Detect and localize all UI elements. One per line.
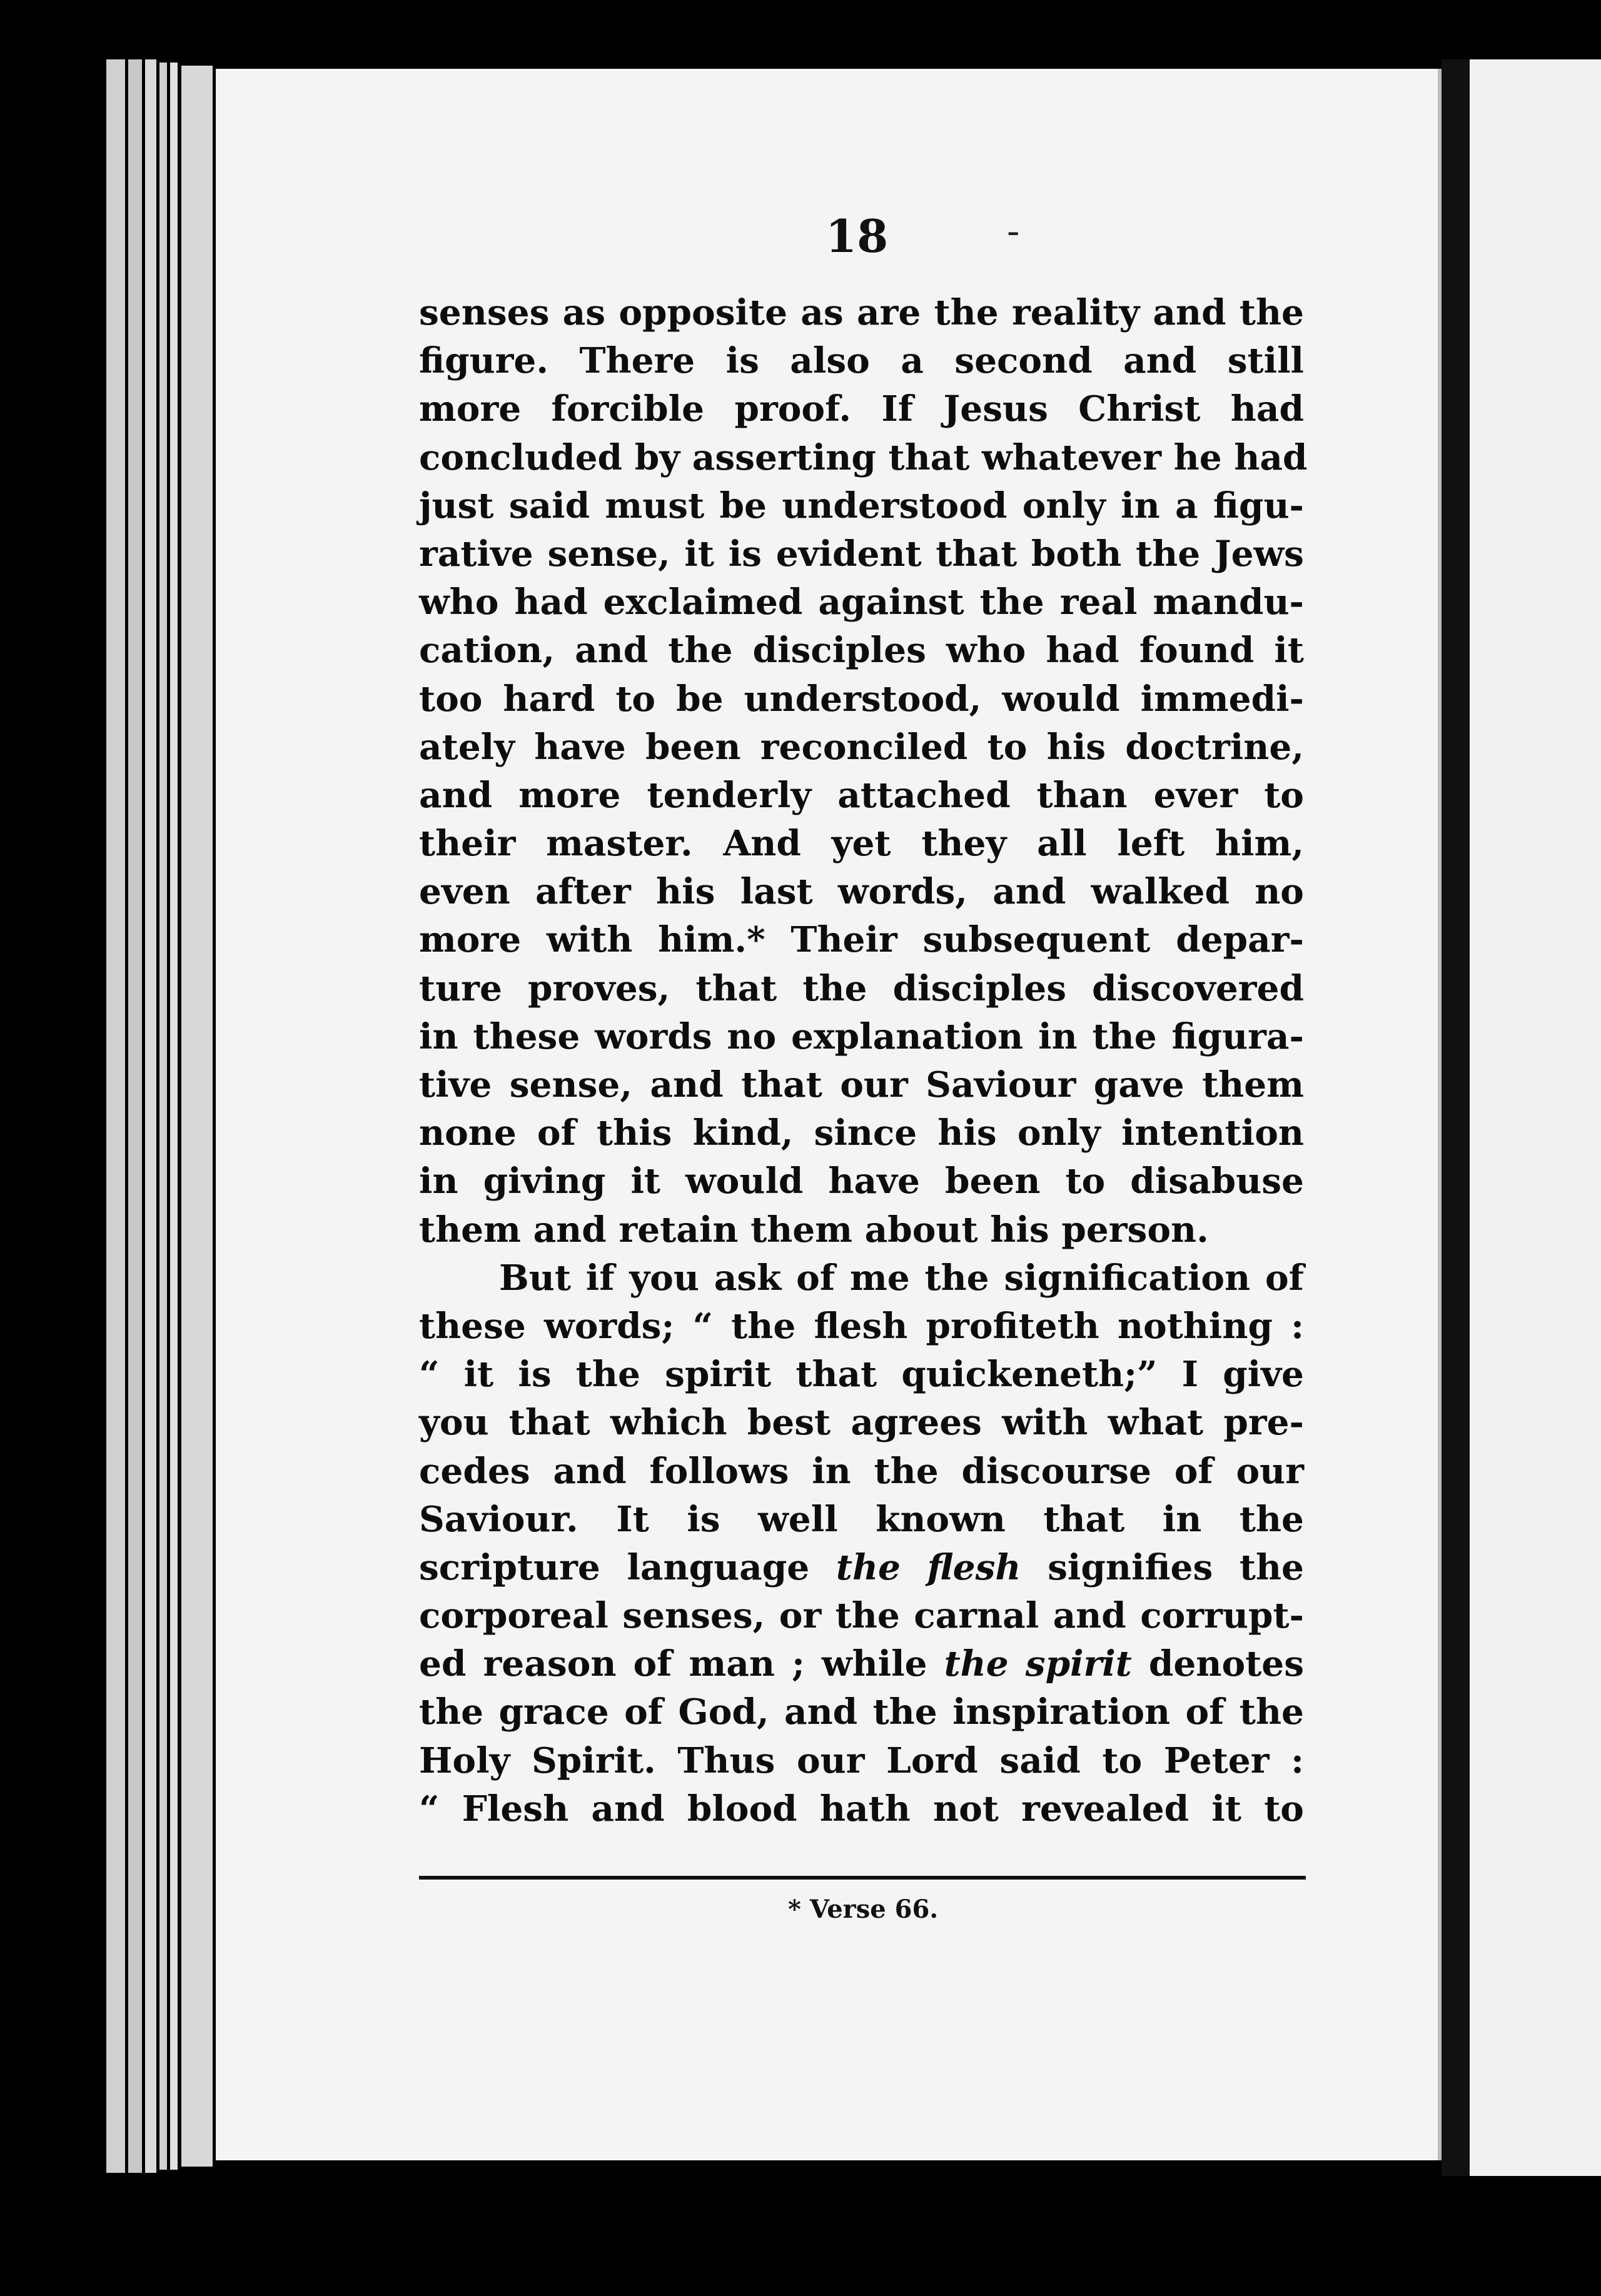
text-line: them and retain them about his person. <box>419 1209 1209 1251</box>
text-line: ately have been reconciled to his doctrine, <box>419 726 1304 768</box>
text-line: none of this kind, since his only intention <box>419 1112 1304 1154</box>
text-line: figure. There is also a second and still <box>419 340 1304 382</box>
page-edge <box>159 63 167 2170</box>
text-segment: scripture language <box>419 1546 836 1588</box>
text-line: in these words no explanation in the figura- <box>419 1015 1304 1057</box>
text-line: the grace of God, and the inspiration of the <box>419 1691 1304 1733</box>
text-segment: signifies the <box>1021 1546 1305 1588</box>
text-line: “ it is the spirit that quickeneth;” I give <box>419 1354 1304 1396</box>
text-line: these words; “ the flesh profiteth nothing : <box>419 1305 1304 1347</box>
text-line <box>419 1640 1304 1688</box>
page-edge <box>170 63 178 2170</box>
italic-phrase: the spirit <box>944 1643 1132 1685</box>
text-line: rative sense, it is evident that both the Jews <box>419 533 1304 575</box>
page-edge <box>128 59 142 2173</box>
text-line <box>419 1544 1304 1592</box>
text-line: their master. And yet they all left him, <box>419 823 1304 865</box>
page-edge <box>106 59 125 2173</box>
page-number: 18 <box>826 209 889 263</box>
facing-page <box>1470 59 1601 2176</box>
book-gutter <box>1442 59 1470 2176</box>
page-edge <box>181 66 213 2167</box>
text-line: you that which best agrees with what pre- <box>419 1402 1304 1444</box>
text-line: cedes and follows in the discourse of our <box>419 1450 1304 1492</box>
text-line: more with him.* Their subsequent depar- <box>419 919 1304 961</box>
text-line: tive sense, and that our Saviour gave them <box>419 1064 1304 1105</box>
text-line: cation, and the disciples who had found it <box>419 630 1304 672</box>
text-segment: denotes <box>1131 1643 1304 1685</box>
footnote: * Verse 66. <box>788 1895 939 1924</box>
text-line: Saviour. It is well known that in the <box>419 1498 1304 1540</box>
text-line: who had exclaimed against the real mandu- <box>419 582 1304 623</box>
text-line: even after his last words, and walked no <box>419 871 1304 913</box>
text-line: more forcible proof. If Jesus Christ had <box>419 388 1304 430</box>
text-line: too hard to be understood, would immedi- <box>419 678 1304 720</box>
text-line: concluded by asserting that whatever he had <box>419 436 1308 478</box>
text-line: “ Flesh and blood hath not revealed it to <box>419 1788 1304 1830</box>
page-mark: - <box>1007 209 1020 253</box>
text-line: senses as opposite as are the reality and the <box>419 292 1304 333</box>
text-line: ture proves, that the disciples discovered <box>419 967 1304 1009</box>
text-line: just said must be understood only in a figu- <box>419 485 1304 526</box>
body-text <box>419 289 1308 1833</box>
text-line: Holy Spirit. Thus our Lord said to Peter : <box>419 1740 1304 1781</box>
text-line: in giving it would have been to disabuse <box>419 1161 1304 1202</box>
italic-phrase: the flesh <box>836 1546 1021 1588</box>
footnote-rule <box>419 1876 1306 1880</box>
text-line: corporeal senses, or the carnal and corrupt- <box>419 1595 1304 1637</box>
text-line: and more tenderly attached than ever to <box>419 774 1304 816</box>
text-segment: ed reason of man ; while <box>419 1643 944 1685</box>
page-edge <box>145 59 156 2173</box>
text-line: But if you ask of me the signification of <box>499 1257 1304 1299</box>
